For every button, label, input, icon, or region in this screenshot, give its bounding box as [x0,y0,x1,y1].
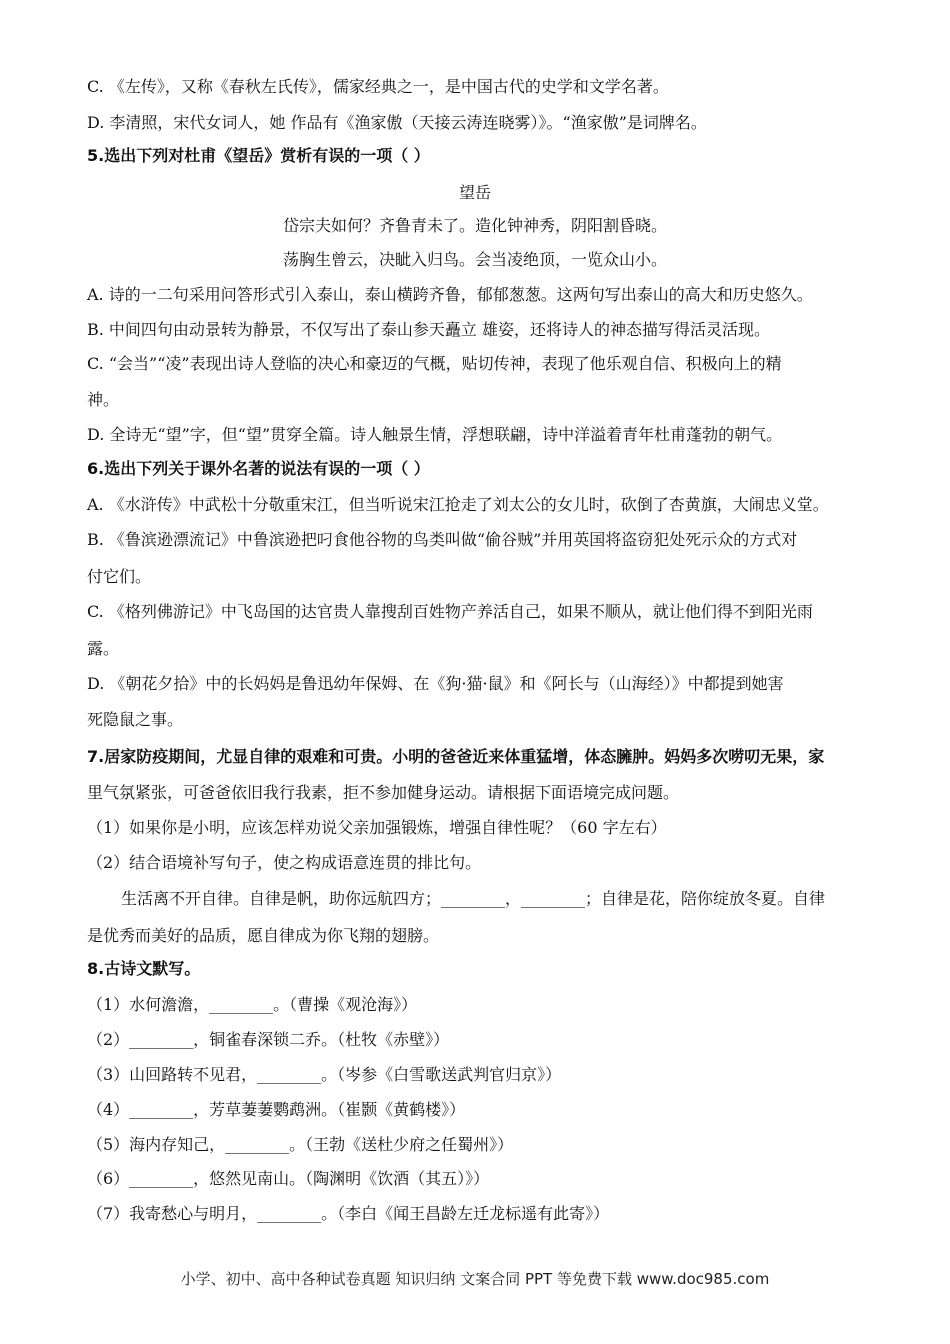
question-5-stem: 5.选出下列对杜甫《望岳》赏析有误的一项（ ） [87,146,430,165]
q5-option-c-line2: 神。 [87,390,120,409]
poem-line-1: 岱宗夫如何？齐鲁青未了。造化钟神秀，阴阳割昏晓。 [282,216,667,235]
question-7-stem-line1: 7.居家防疫期间，尤显自律的艰难和可贵。小明的爸爸近来体重猛增，体态臃肿。妈妈多次唠叨无果，家 [87,747,825,766]
q6-option-c-line2: 露。 [87,639,120,658]
poem-title: 望岳 [458,183,491,202]
footer-ad-text: 小学、初中、高中各种试卷真题 知识归纳 文案合同 PPT 等免费下载 www.doc985.com [180,1270,770,1288]
poem-line-2: 荡胸生曾云，决眦入归鸟。会当凌绝顶，一览众山小。 [282,250,667,269]
q6-option-d-line2: 死隐鼠之事。 [87,710,184,729]
q8-item-1: （1）水何澹澹，________。（曹操《观沧海》） [87,995,418,1014]
question-6-stem: 6.选出下列关于课外名著的说法有误的一项（ ） [87,459,430,478]
q7-passage-line2: 是优秀而美好的品质，愿自律成为你飞翔的翅膀。 [87,926,440,945]
q5-option-d: D. 全诗无“望”字，但“望”贯穿全篇。诗人触景生情，浮想联翩，诗中洋溢着青年杜甫蓬勃的朝气。 [87,425,783,444]
q8-item-6: （6）________，悠然见南山。（陶渊明《饮酒（其五）》） [87,1169,490,1188]
option-c-zuozhuan: C. 《左传》，又称《春秋左氏传》，儒家经典之一，是中国古代的史学和文学名著。 [87,77,669,96]
q8-item-7: （7）我寄愁心与明月，________。（李白《闻王昌龄左迁龙标遥有此寄》） [87,1204,610,1223]
q6-option-a: A. 《水浒传》中武松十分敬重宋江，但当听说宋江抢走了刘太公的女儿时，砍倒了杏黄旗，大闹忠义堂。 [87,495,829,514]
q5-option-a: A. 诗的一二句采用问答形式引入泰山，泰山横跨齐鲁，郁郁葱葱。这两句写出泰山的高大和历史悠久。 [87,285,813,304]
q7-passage-line1: 生活离不开自律。自律是帆，助你远航四方；________，________；自律是花，陪你绽放冬夏。自律 [121,889,826,908]
q8-item-4: （4）________，芳草萋萋鹦鹉洲。（崔颢《黄鹤楼》） [87,1100,466,1119]
option-d-liqingzhao: D. 李清照，宋代女词人，她 作品有《渔家傲（天接云涛连晓雾）》。“渔家傲”是词牌名。 [87,113,707,132]
q6-option-b-line1: B. 《鲁滨逊漂流记》中鲁滨逊把叼食他谷物的鸟类叫做“偷谷贼”并用英国将盗窃犯处死示众的方式对 [87,530,798,549]
q7-sub-2: （2）结合语境补写句子，使之构成语意连贯的排比句。 [87,853,482,872]
q5-option-c-line1: C. “会当”“凌”表现出诗人登临的决心和豪迈的气概，贴切传神，表现了他乐观自信、积极向上的精 [87,354,782,373]
question-7-stem-line2: 里气氛紧张，可爸爸依旧我行我素，拒不参加健身运动。请根据下面语境完成问题。 [87,783,680,802]
q8-item-2: （2）________，铜雀春深锁二乔。（杜牧《赤壁》） [87,1030,450,1049]
q7-sub-1: （1）如果你是小明，应该怎样劝说父亲加强锻炼，增强自律性呢？（60 字左右） [87,818,667,837]
q5-option-b: B. 中间四句由动景转为静景，不仅写出了泰山参天矗立 雄姿，还将诗人的神态描写得活灵活现。 [87,320,771,339]
question-8-stem: 8.古诗文默写。 [87,959,201,978]
q8-item-5: （5）海内存知己，________。（王勃《送杜少府之任蜀州》） [87,1135,514,1154]
q6-option-b-line2: 付它们。 [87,567,152,586]
q6-option-c-line1: C. 《格列佛游记》中飞岛国的达官贵人靠搜刮百姓物产养活自己，如果不顺从，就让他们得不到阳光雨 [87,602,813,621]
q6-option-d-line1: D. 《朝花夕拾》中的长妈妈是鲁迅幼年保姆、在《狗·猫·鼠》和《阿长与（山海经）》中都提到她害 [87,674,784,693]
q8-item-3: （3）山回路转不见君，________。（岑参《白雪歌送武判官归京》） [87,1065,562,1084]
